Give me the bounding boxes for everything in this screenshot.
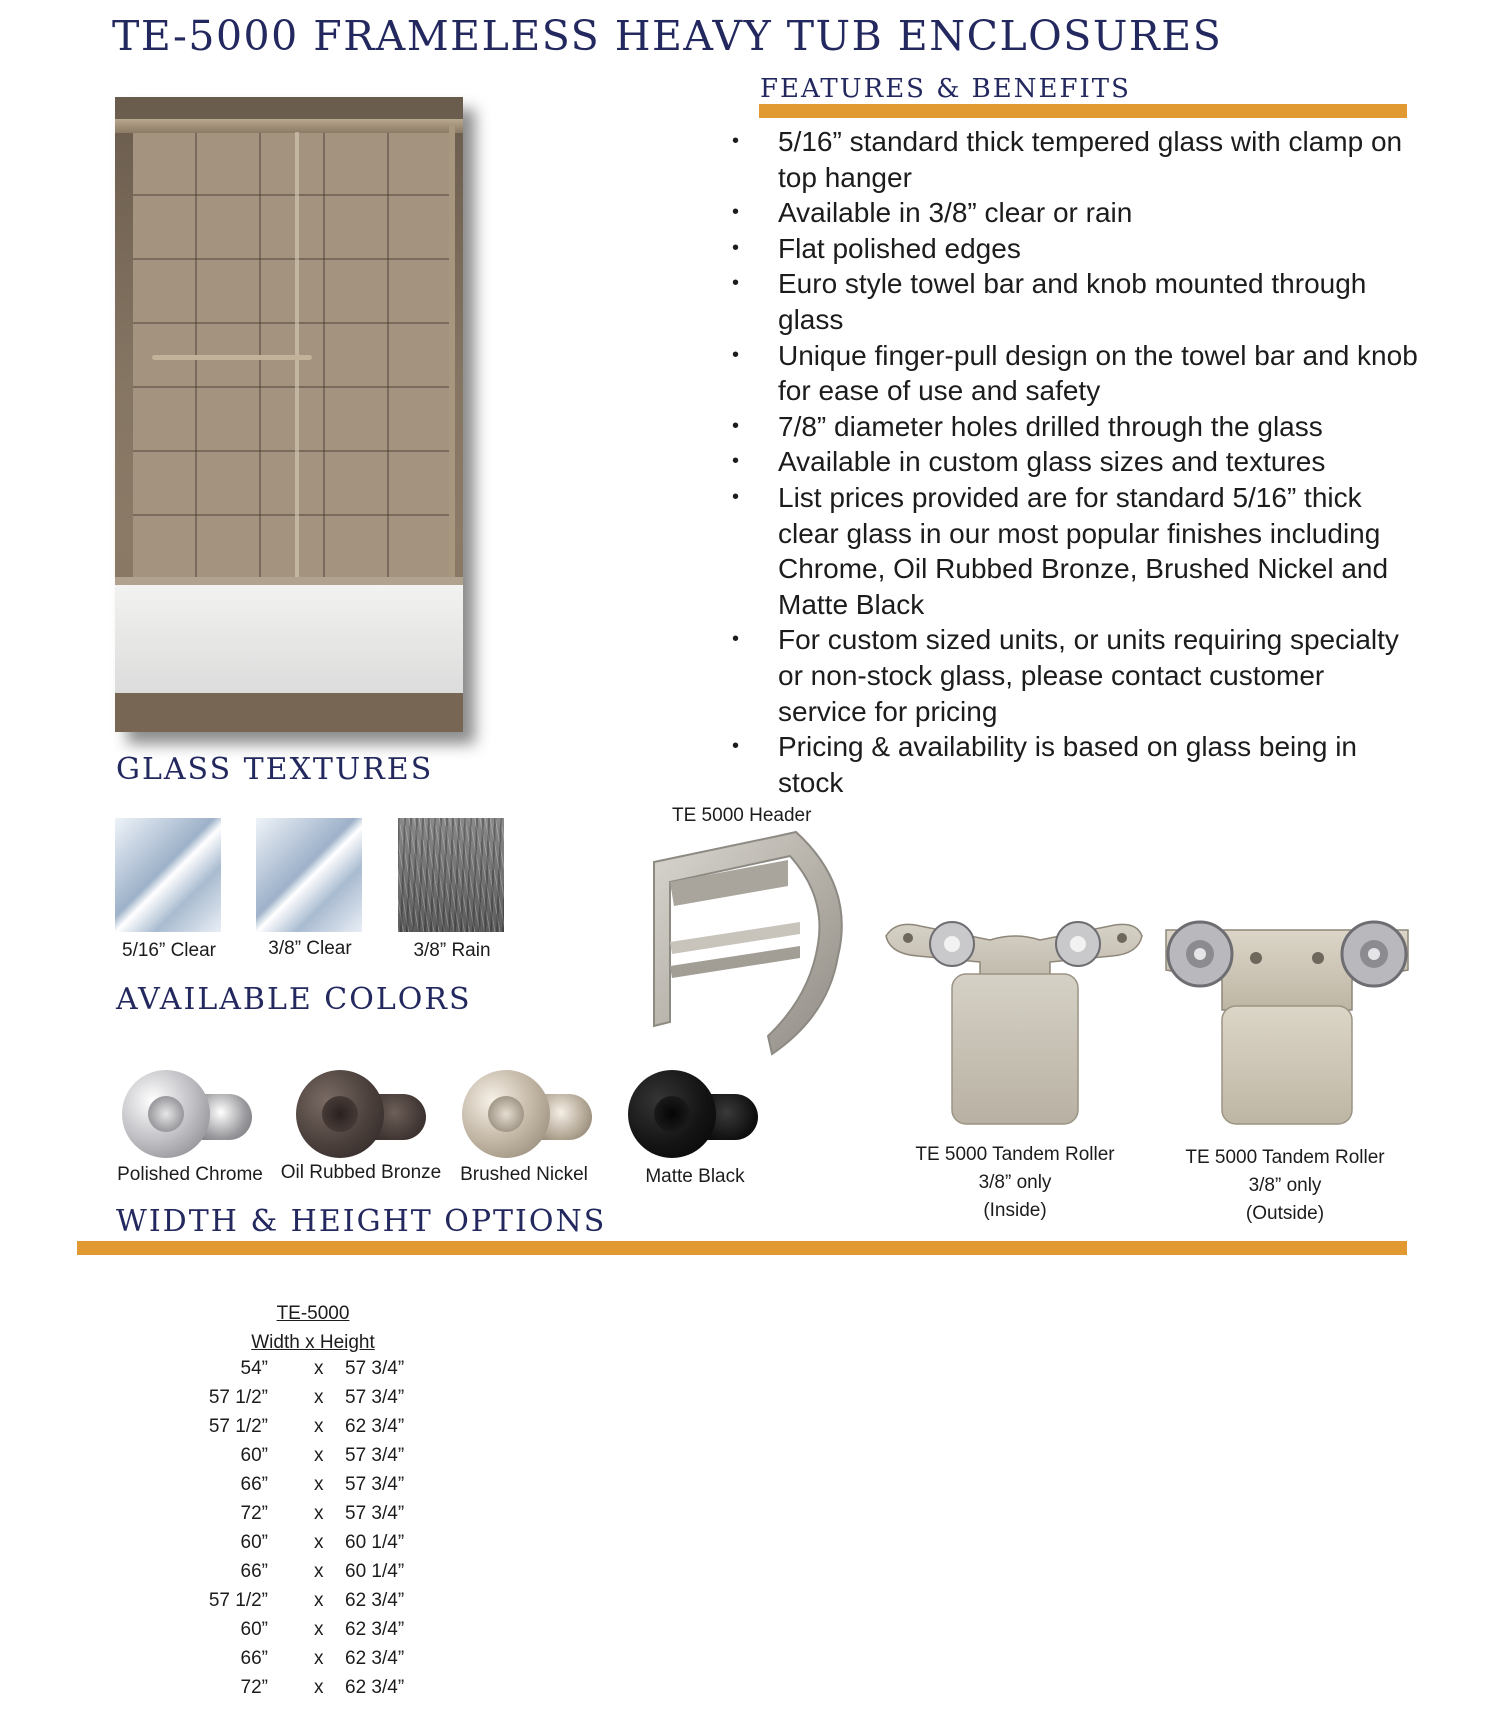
feature-item: • Flat polished edges [728, 231, 1418, 267]
size-separator: x [314, 1445, 324, 1466]
features-list [728, 124, 1418, 800]
size-width: 72” [240, 1677, 268, 1698]
feature-item: • For custom sized units, or units requiring specialty or non-stock glass, please contact customer service for pricing [728, 622, 1418, 729]
width-height-divider [77, 1241, 1407, 1255]
width-height-heading: WIDTH & HEIGHT OPTIONS [116, 1204, 607, 1239]
size-height: 62 3/4” [345, 1677, 405, 1698]
size-width: 60” [240, 1619, 268, 1640]
color-label: Matte Black [645, 1166, 745, 1187]
glass-swatch-clear-516 [115, 818, 221, 932]
size-width: 54” [240, 1358, 268, 1379]
header-caption: TE 5000 Header [672, 805, 812, 826]
size-height: 57 3/4” [345, 1503, 405, 1524]
knob-matte-black [622, 1066, 768, 1162]
glass-swatch-label: 3/8” Rain [413, 940, 491, 961]
feature-item: • Unique finger-pull design on the towel bar and knob for ease of use and safety [728, 338, 1418, 409]
size-table-row [190, 1503, 450, 1532]
feature-item: • Available in 3/8” clear or rain [728, 195, 1418, 231]
size-table-subtitle: Width x Height [251, 1332, 375, 1353]
size-table-title: TE-5000 [276, 1303, 350, 1324]
size-separator: x [314, 1416, 324, 1437]
color-label: Polished Chrome [117, 1164, 263, 1185]
size-separator: x [314, 1648, 324, 1669]
size-separator: x [314, 1503, 324, 1524]
size-table-row [190, 1648, 450, 1677]
size-width: 57 1/2” [208, 1416, 268, 1437]
size-height: 62 3/4” [345, 1416, 405, 1437]
knob-polished-chrome [116, 1066, 262, 1162]
page-title: TE-5000 FRAMELESS HEAVY TUB ENCLOSURES [112, 12, 1223, 60]
size-table-row [190, 1619, 450, 1648]
size-table-row [190, 1561, 450, 1590]
roller-outside-size: 3/8” only [1248, 1175, 1322, 1196]
size-height: 62 3/4” [345, 1648, 405, 1669]
size-separator: x [314, 1387, 324, 1408]
size-table-row [190, 1474, 450, 1503]
size-width: 66” [240, 1561, 268, 1582]
size-height: 57 3/4” [345, 1358, 405, 1379]
size-table-row [190, 1445, 450, 1474]
size-width: 72” [240, 1503, 268, 1524]
roller-inside-name: TE 5000 Tandem Roller [915, 1144, 1115, 1165]
roller-inside-image [880, 910, 1150, 1130]
features-heading: FEATURES & BENEFITS [760, 74, 1131, 104]
size-table-row [190, 1387, 450, 1416]
size-width: 60” [240, 1445, 268, 1466]
size-separator: x [314, 1590, 324, 1611]
size-separator: x [314, 1561, 324, 1582]
size-table-row [190, 1590, 450, 1619]
size-table-row [190, 1358, 450, 1387]
knob-oil-rubbed-bronze [290, 1066, 436, 1162]
size-height: 60 1/4” [345, 1561, 405, 1582]
shower-enclosure-photo [115, 97, 463, 732]
roller-outside-image [1152, 910, 1422, 1130]
feature-item: • Euro style towel bar and knob mounted through glass [728, 266, 1418, 337]
size-width: 60” [240, 1532, 268, 1553]
size-width: 66” [240, 1474, 268, 1495]
size-table-row [190, 1416, 450, 1445]
roller-inside-position: (Inside) [983, 1200, 1047, 1221]
available-colors-heading: AVAILABLE COLORS [116, 982, 472, 1017]
size-separator: x [314, 1532, 324, 1553]
size-height: 60 1/4” [345, 1532, 405, 1553]
size-width: 66” [240, 1648, 268, 1669]
size-separator: x [314, 1358, 324, 1379]
features-divider [759, 104, 1407, 118]
roller-outside-name: TE 5000 Tandem Roller [1185, 1147, 1385, 1168]
glass-textures-heading: GLASS TEXTURES [116, 752, 434, 787]
glass-swatch-rain-38 [398, 818, 504, 932]
size-width: 57 1/2” [208, 1387, 268, 1408]
size-height: 57 3/4” [345, 1387, 405, 1408]
roller-inside-size: 3/8” only [978, 1172, 1052, 1193]
feature-item: • Available in custom glass sizes and textures [728, 444, 1418, 480]
header-profile-image [650, 826, 860, 1058]
size-separator: x [314, 1474, 324, 1495]
size-table-row [190, 1677, 450, 1706]
size-separator: x [314, 1677, 324, 1698]
size-table [190, 1358, 450, 1706]
feature-item: • Pricing & availability is based on glass being in stock [728, 729, 1418, 800]
size-separator: x [314, 1619, 324, 1640]
size-height: 57 3/4” [345, 1445, 405, 1466]
roller-inside-caption [890, 1141, 1140, 1225]
size-height: 62 3/4” [345, 1590, 405, 1611]
glass-swatch-label: 3/8” Clear [268, 938, 352, 959]
size-width: 57 1/2” [208, 1590, 268, 1611]
size-table-row [190, 1532, 450, 1561]
roller-outside-position: (Outside) [1245, 1203, 1325, 1224]
size-height: 57 3/4” [345, 1474, 405, 1495]
feature-item: • List prices provided are for standard 5/16” thick clear glass in our most popular finishes including Chrome, Oil Rubbed Bronze, Brushed Nickel and Matte Black [728, 480, 1418, 622]
feature-item: • 7/8” diameter holes drilled through the glass [728, 409, 1418, 445]
glass-swatch-label: 5/16” Clear [122, 940, 216, 961]
roller-outside-caption [1160, 1144, 1410, 1228]
size-height: 62 3/4” [345, 1619, 405, 1640]
color-label: Oil Rubbed Bronze [280, 1162, 442, 1183]
knob-brushed-nickel [456, 1066, 602, 1162]
color-label: Brushed Nickel [460, 1164, 588, 1185]
glass-swatch-clear-38 [256, 818, 362, 932]
feature-item: • 5/16” standard thick tempered glass with clamp on top hanger [728, 124, 1418, 195]
